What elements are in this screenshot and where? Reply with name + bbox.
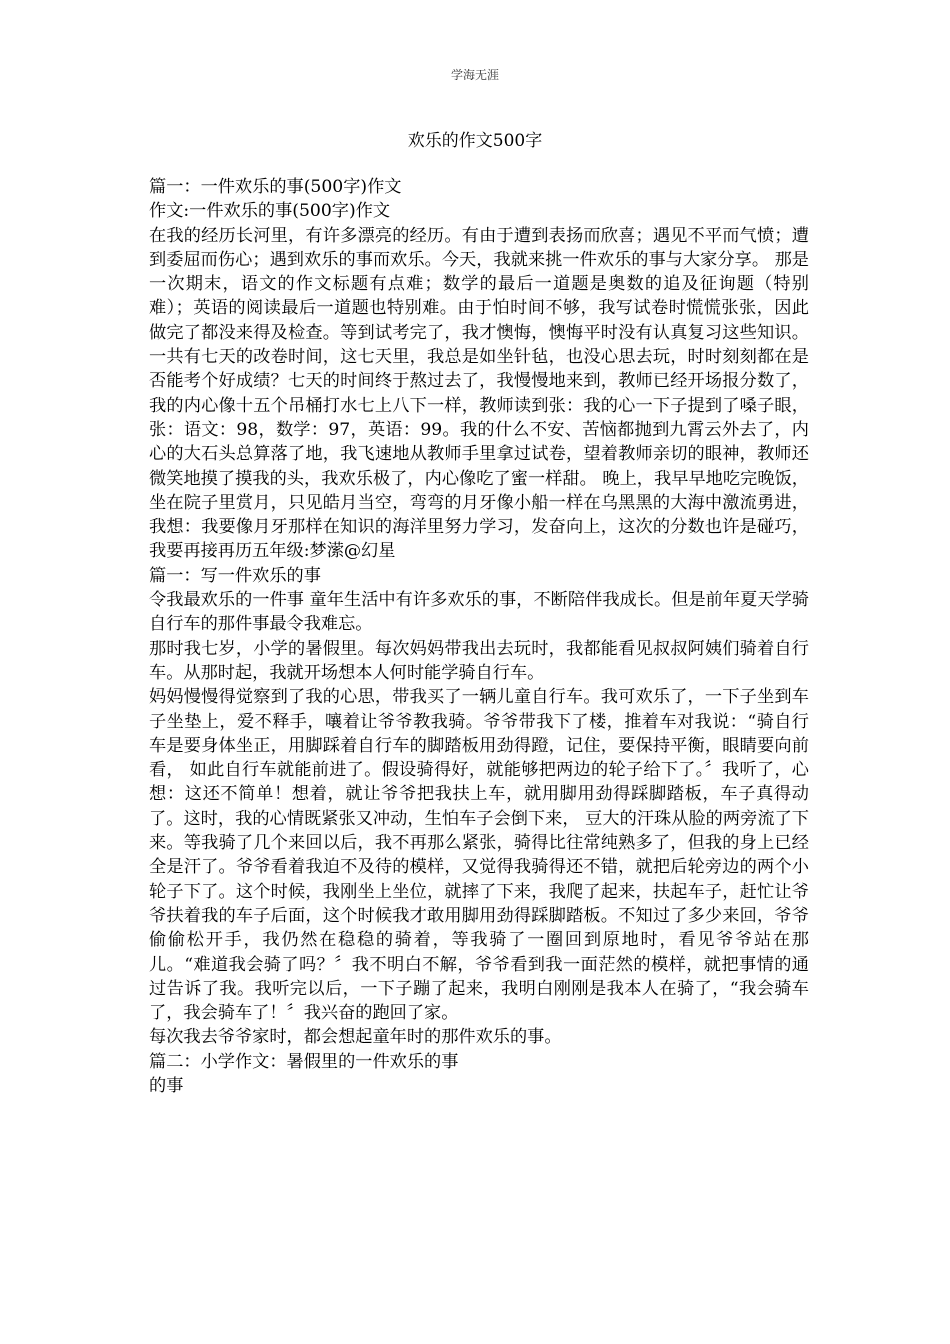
page-header: 学海无涯 — [450, 68, 499, 82]
paragraph: 令我最欢乐的一件事 童年生活中有许多欢乐的事，不断陪伴我成长。但是前年夏天学骑自行车的那件事最令我难忘。 — [149, 590, 809, 635]
paragraph: 作文:一件欢乐的事(500字)作文 — [149, 201, 391, 222]
paragraph: 的事 — [149, 1075, 184, 1096]
paragraph: 篇二：小学作文：暑假里的一件欢乐的事 — [149, 1051, 459, 1072]
document-body — [149, 175, 809, 1098]
paragraph: 篇一：一件欢乐的事(500字)作文 — [149, 177, 402, 197]
paragraph: 每次我去爷爷家时，都会想起童年时的那件欢乐的事。 — [149, 1027, 562, 1048]
paragraph: 妈妈慢慢得觉察到了我的心思，带我买了一辆儿童自行车。我可欢乐了，一下子坐到车子坐垫上，爱不释手，嚷着让爷爷教我骑。爷爷带我下了楼，推着车对我说：“骑自行车是要身体坐正，用脚踩着自行车的脚踏板用劲得蹬，记住，要保持平衡，眼睛要向前看， 如此自行车就能前进了。假设骑得好，就能够把两边的轮子给下了。〞我听了，心想：这还不简单！想着，就让爷爷把我扶上车，就用脚用劲得踩脚踏板，车子真得动了。这时，我的心情既紧张又冲动，生怕车子会倒下来， 豆大的汗珠从脸的两旁流了下来。等我骑了几个来回以后，我不再那么紧张，骑得比往常纯熟多了，但我的身上已经全是汗了。爷爷看着我迫不及待的模样，又觉得我骑得还不错，就把后轮旁边的两个小轮子下了。这个时候，我刚坐上坐位，就摔了下来，我爬了起来，扶起车子，赶忙让爷爷扶着我的车子后面，这个时候我才敢用脚用劲得踩脚踏板。不知过了多少来回，爷爷偷偷松开手，我仍然在稳稳的骑着，等我骑了一圈回到原地时，看见爷爷站在那儿。“难道我会骑了吗？〞我不明白不解，爷爷看到我一面茫然的模样，就把事情的通过告诉了我。我听完以后，一下子蹦了起来，我明白刚刚是我本人在骑了，“我会骑车了，我会骑车了！〞我兴奋的跑回了家。 — [149, 687, 809, 1024]
paragraph: 在我的经历长河里，有许多漂亮的经历。有由于遭到表扬而欣喜；遇见不平而气愤；遭到委屈而伤心；遇到欢乐的事而欢乐。今天，我就来挑一件欢乐的事与大家分享。 那是一次期末，语文的作文标题有点难；数学的最后一道题是奥数的追及征询题（特别难）；英语的阅读最后一道题也特别难。由于怕时间不够，我写试卷时慌慌张张，因此做完了都没来得及检查。等到试考完了，我才懊悔，懊悔平时没有认真复习这些知识。 一共有七天的改卷时间，这七天里，我总是如坐针毡，也没心思去玩，时时刻刻都在是否能考个好成绩？七天的时间终于熬过去了，我慢慢地来到，教师已经开场报分数了，我的内心像十五个吊桶打水七上八下一样，教师读到张：我的心一下子提到了嗓子眼，张：语文：98，数学：97，英语：99。我的什么不安、苦恼都抛到九霄云外去了，内心的大石头总算落了地，我飞速地从教师手里拿过试卷，望着教师亲切的眼神，教师还微笑地摸了摸我的头，我欢乐极了，内心像吃了蜜一样甜。 晚上，我早早地吃完晚饭，坐在院子里赏月，只见皓月当空，弯弯的月牙像小船一样在乌黑黑的大海中激流勇进，我想：我要像月牙那样在知识的海洋里努力学习，发奋向上，这次的分数也许是碰巧，我要再接再历五年级:梦潆@幻星 — [149, 225, 809, 562]
document-title: 欢乐的作文500字 — [407, 131, 543, 151]
paragraph: 篇一：写一件欢乐的事 — [149, 565, 321, 586]
paragraph: 那时我七岁，小学的暑假里。每次妈妈带我出去玩时，我都能看见叔叔阿姨们骑着自行车。从那时起，我就开场想本人何时能学骑自行车。 — [149, 638, 809, 683]
